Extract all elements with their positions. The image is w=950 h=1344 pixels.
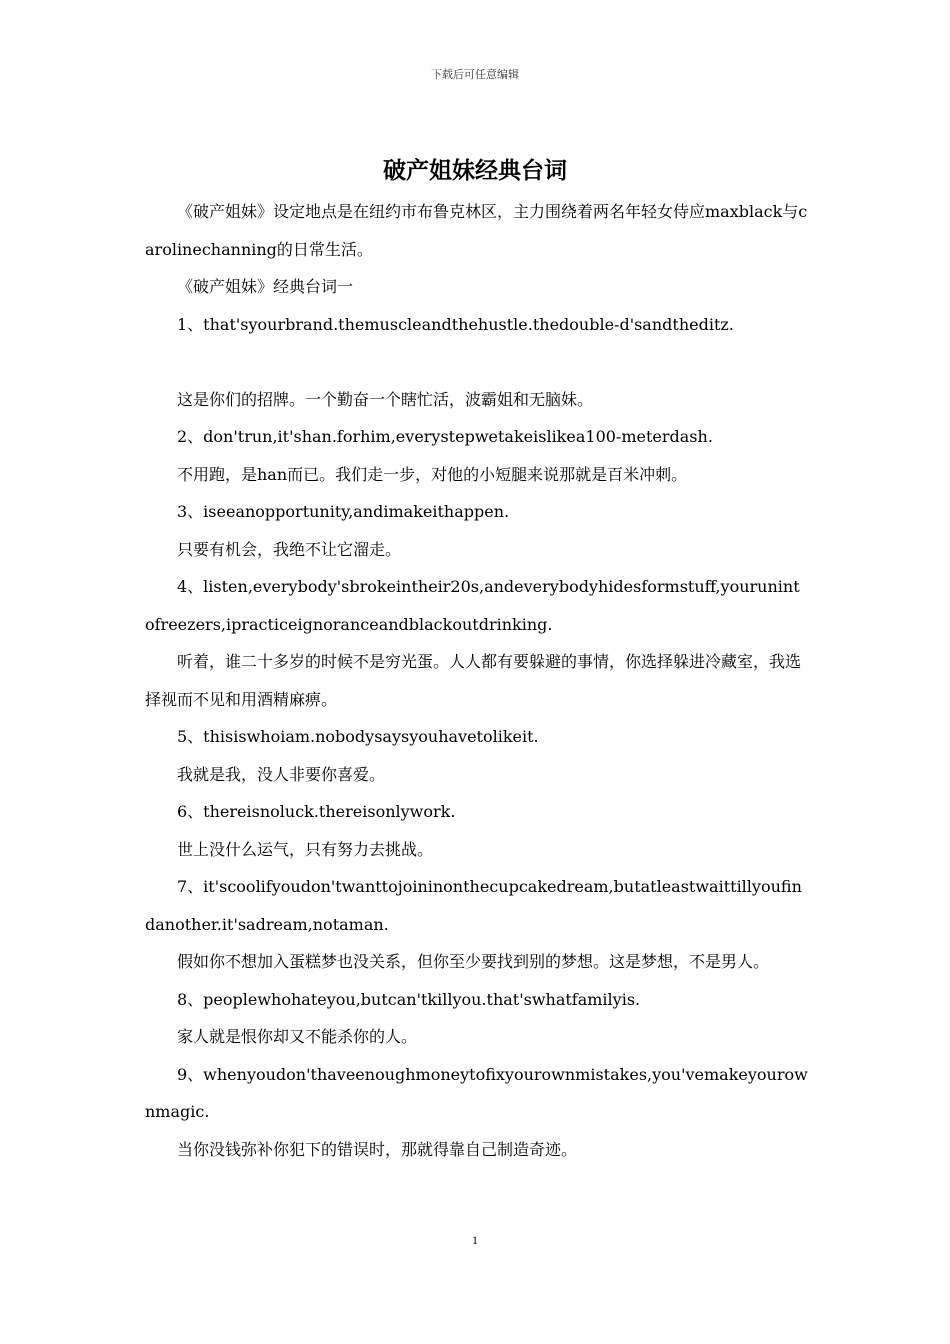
quote-2-chinese: 不用跑，是han而已。我们走一步，对他的小短腿来说那就是百米冲刺。 [177, 464, 688, 484]
quote-4-english: 4、listen,everybody'sbrokeintheir20s,andeverybodyhidesformstuff,yourunintofreezers,ipracticeignoranceandblackoutdrinking. [145, 577, 800, 634]
page-number: 1 [472, 1233, 478, 1247]
header-note: 下载后可任意编辑 [431, 68, 519, 81]
section-heading: 《破产姐妹》经典台词一 [177, 277, 354, 296]
quote-3-chinese: 只要有机会，我绝不让它溜走。 [177, 539, 402, 559]
document-title: 破产姐妹经典台词 [383, 158, 567, 184]
quote-4-chinese: 听着，谁二十多岁的时候不是穷光蛋。人人都有要躲避的事情，你选择躲进冷藏室，我选择视而不见和用酒精麻痹。 [145, 652, 802, 709]
quote-1-english: 1、that'syourbrand.themuscleandthehustle.thedouble-d'sandtheditz. [177, 314, 734, 334]
quote-3-english: 3、iseeanopportunity,andimakeithappen. [177, 502, 510, 521]
quote-8-chinese: 家人就是恨你却又不能杀你的人。 [177, 1027, 418, 1046]
intro-paragraph: 《破产姐妹》设定地点是在纽约市布鲁克林区，主力围绕着两名年轻女侍应maxblack与carolinechanning的日常生活。 [145, 202, 808, 259]
quote-9-chinese: 当你没钱弥补你犯下的错误时，那就得靠自己制造奇迹。 [177, 1139, 578, 1159]
quote-7-chinese: 假如你不想加入蛋糕梦也没关系，但你至少要找到别的梦想。这是梦想，不是男人。 [177, 952, 770, 971]
quote-5-chinese: 我就是我，没人非要你喜爱。 [177, 764, 386, 784]
quote-5-english: 5、thisiswhoiam.nobodysaysyouhavetolikeit. [177, 727, 539, 746]
quote-7-english: 7、it'scoolifyoudon'twanttojoininonthecupcakedream,butatleastwaittillyoufindanother.it'sadream,notaman. [145, 877, 802, 934]
document-body [145, 193, 808, 1168]
quote-2-english: 2、don'trun,it'shan.forhim,everystepwetakeislikea100-meterdash. [177, 427, 713, 446]
quote-9-english: 9、whenyoudon'thaveenoughmoneytofixyourownmistakes,you'vemakeyourownmagic. [145, 1064, 808, 1121]
quote-6-english: 6、thereisnoluck.thereisonlywork. [177, 802, 456, 821]
quote-1-chinese: 这是你们的招牌。一个勤奋一个瞎忙活，波霸姐和无脑妹。 [177, 389, 594, 409]
quote-6-chinese: 世上没什么运气，只有努力去挑战。 [177, 839, 434, 859]
quote-8-english: 8、peoplewhohateyou,butcan'tkillyou.that'swhatfamilyis. [177, 989, 641, 1009]
